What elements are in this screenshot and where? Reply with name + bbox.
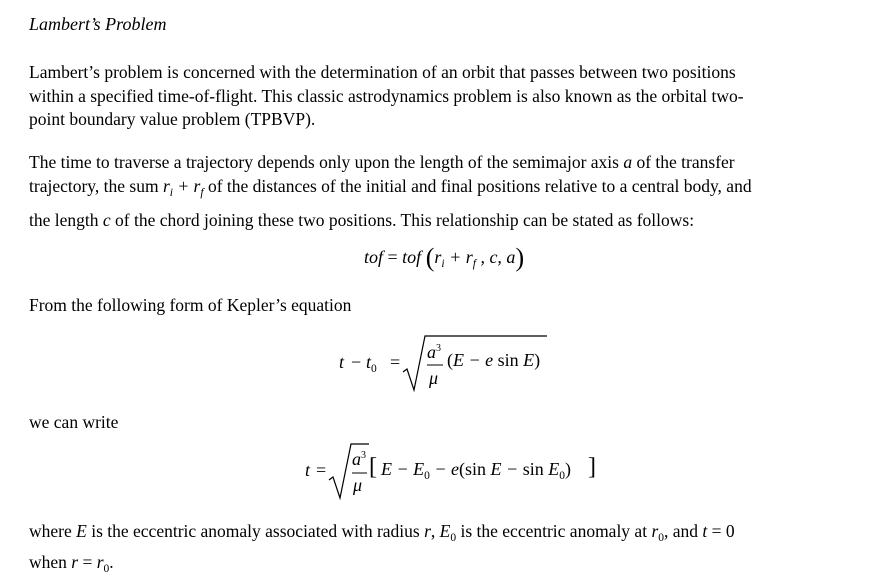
paragraph-line: The time to traverse a trajectory depends only upon the length of the semimajor axis a of the transfer bbox=[29, 152, 735, 172]
section-title: Lambert’s Problem bbox=[29, 14, 167, 34]
paragraph-intro bbox=[29, 61, 869, 132]
paragraph-line: trajectory, the sum $r_i + r_f$ of the distances of the initial and final positions relative to a central body, and bbox=[29, 175, 752, 199]
paragraph-line: where E is the eccentric anomaly associated with radius r, $E_0$ is the eccentric anomaly at $r_0$, and t = 0 bbox=[29, 521, 735, 544]
equation-tof: tof = tof ($r_i + r_f$ , c, a) bbox=[364, 243, 525, 272]
paragraph-line: Lambert’s problem is concerned with the determination of an orbit that passes between two positions bbox=[29, 62, 736, 82]
inline-math-sum: $r_i + r_f$ bbox=[162, 175, 204, 199]
paragraph-line: within a specified time-of-flight. This classic astrodynamics problem is also known as the orbital two- bbox=[29, 85, 744, 106]
paragraph-we-can-write bbox=[29, 411, 869, 435]
paragraph-definitions bbox=[29, 520, 869, 581]
paragraph-line: point boundary value problem (TPBVP). bbox=[29, 109, 316, 129]
paragraph-line: the length c of the chord joining these two positions. This relationship can be stated as follows: bbox=[29, 210, 695, 230]
equation-time: t = $a^3$ μ [ $E - E_0 - e(\sin$ $E - \sin E_0$) ] bbox=[305, 440, 605, 502]
paragraph-line: we can write bbox=[29, 412, 119, 432]
paragraph-kepler bbox=[29, 294, 869, 318]
paragraph-time-of-flight bbox=[29, 151, 869, 233]
paragraph-line: when $r = r_0$. bbox=[29, 551, 114, 575]
paragraph-line: From the following form of Kepler’s equation bbox=[29, 295, 352, 315]
equation-kepler: t − $t_0$ = $a^3$ μ (E − e sin E) bbox=[339, 332, 559, 394]
